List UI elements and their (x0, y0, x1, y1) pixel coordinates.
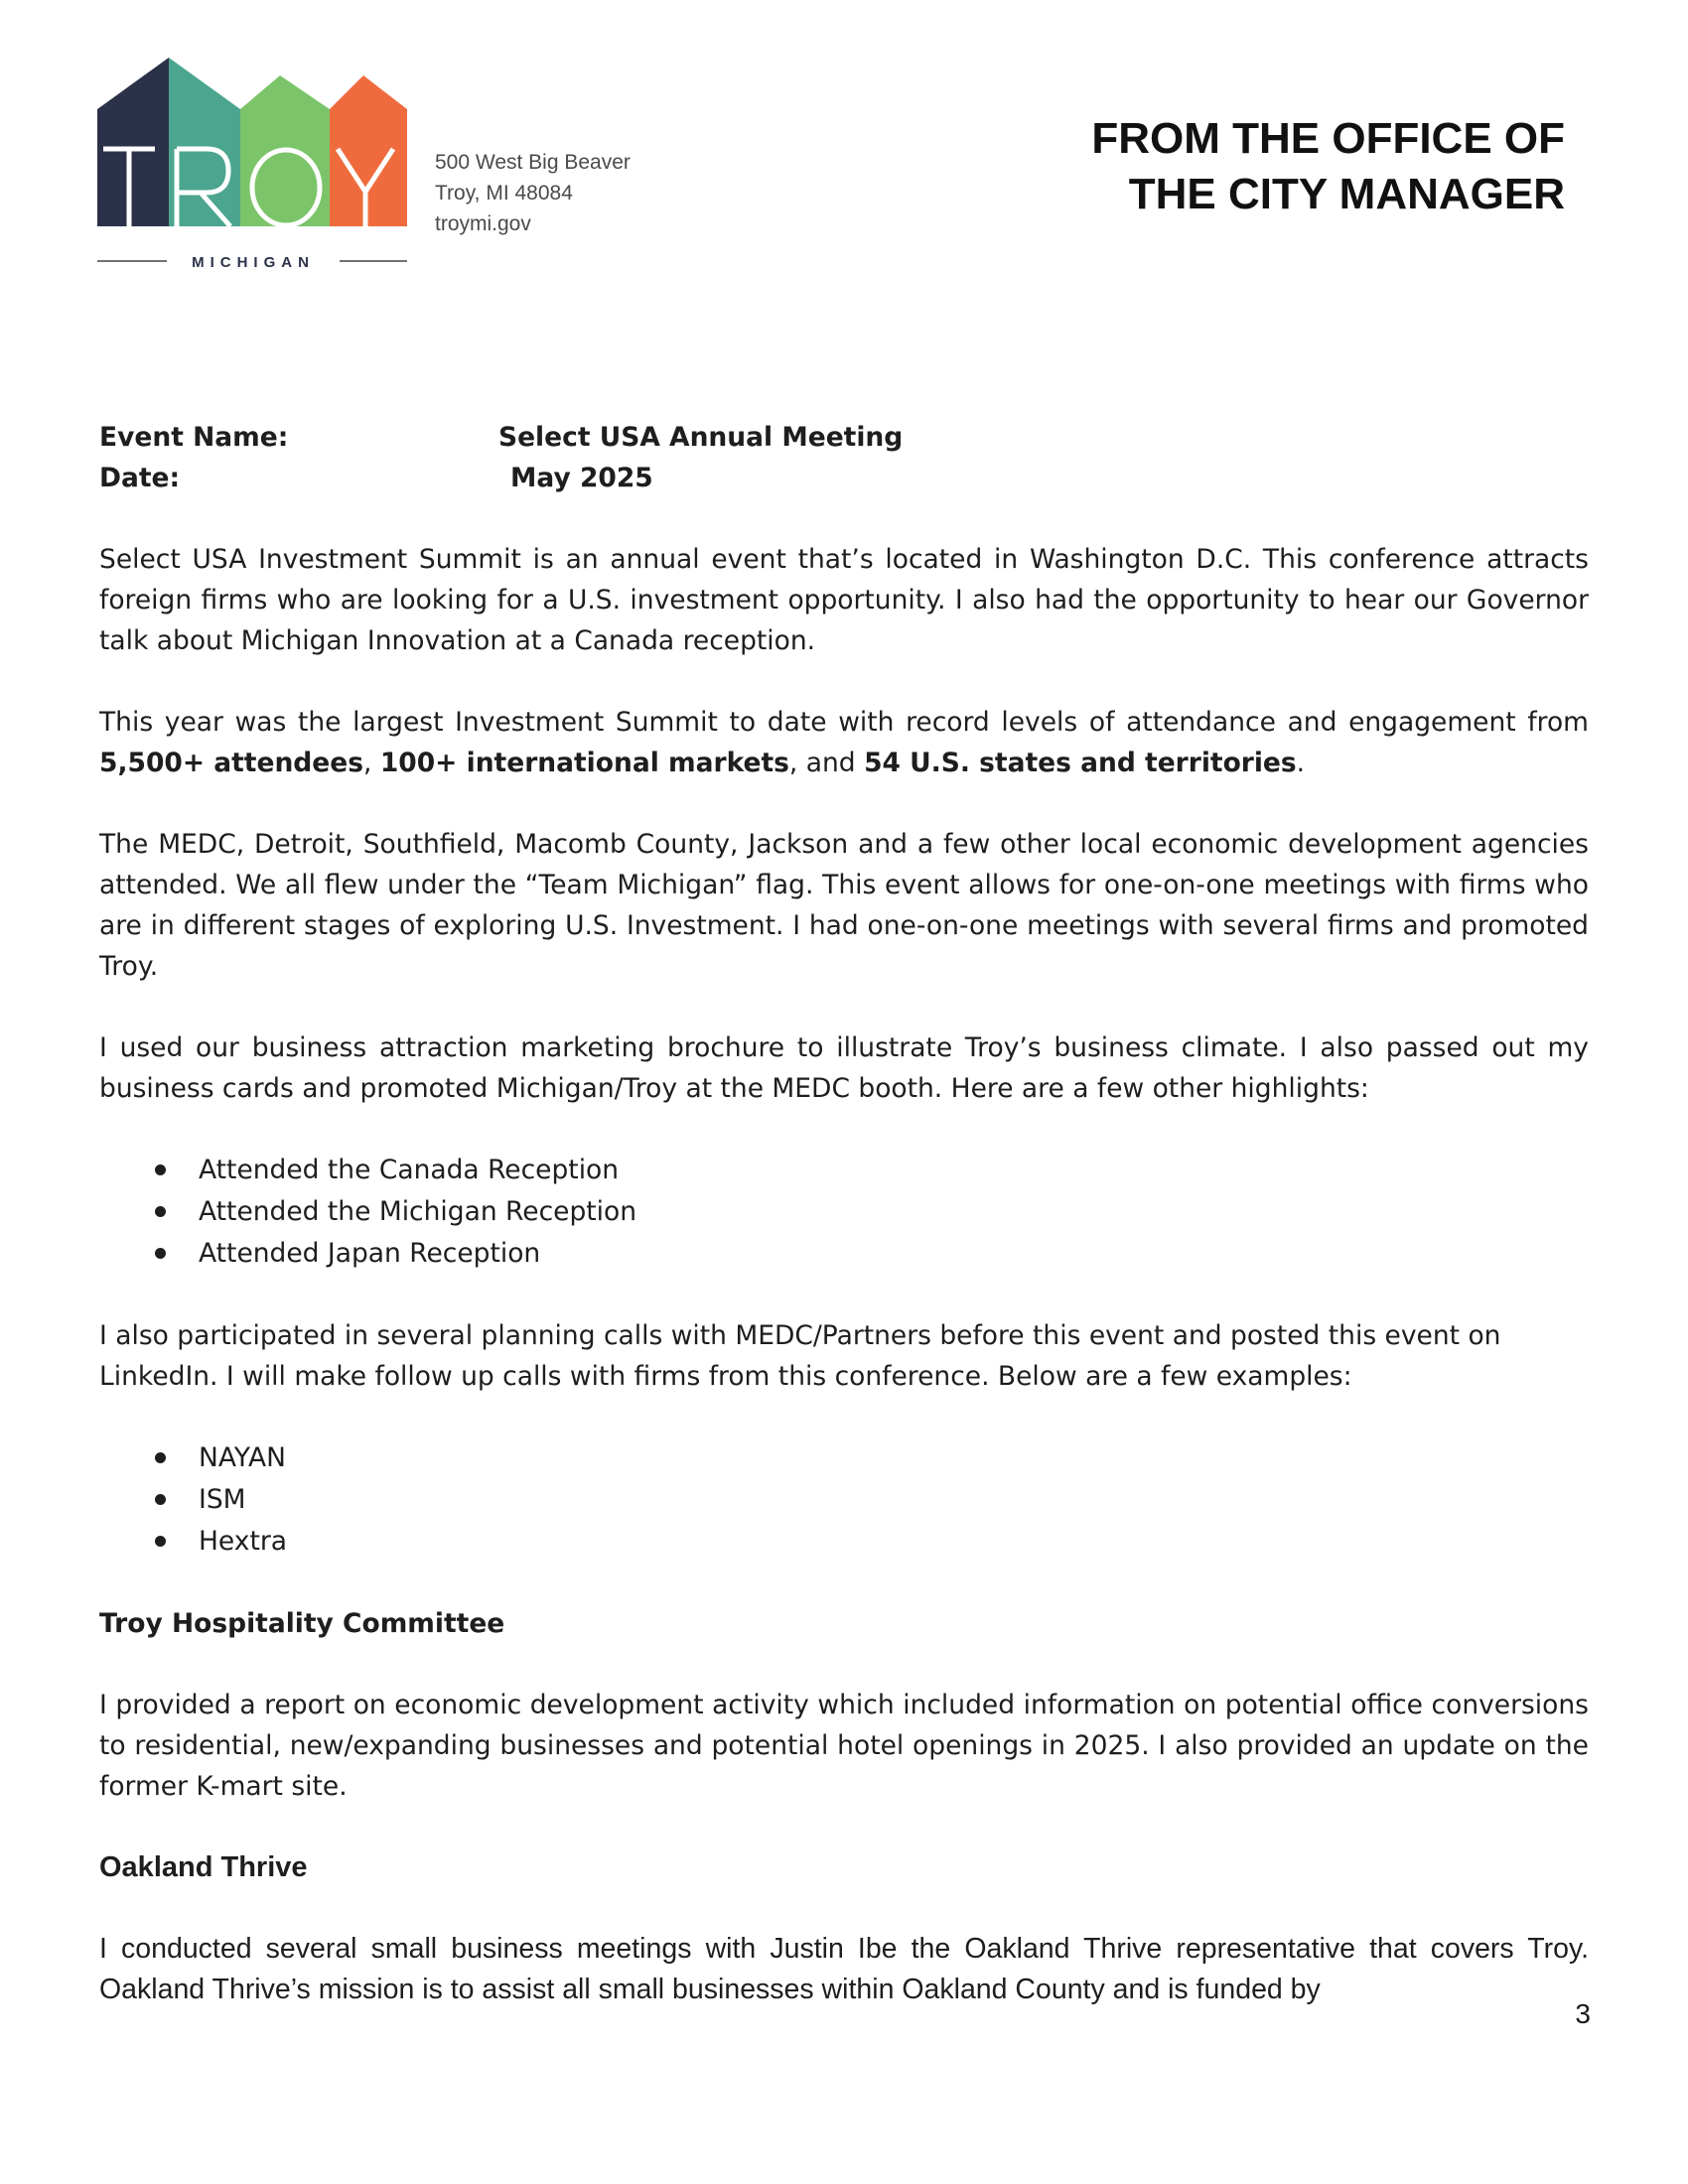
event-date-value: May 2025 (510, 463, 653, 493)
hospitality-heading: Troy Hospitality Committee (99, 1608, 505, 1639)
address-line-website[interactable]: troymi.gov (435, 212, 531, 235)
oakland-thrive-heading: Oakland Thrive (99, 1851, 308, 1883)
event-date-row (99, 458, 1589, 498)
highlights-list (99, 1150, 1589, 1275)
list-item: Attended Japan Reception (99, 1233, 1589, 1275)
logo-subtext: MICHIGAN (192, 254, 315, 271)
event-name-label: Event Name: (99, 422, 289, 453)
list-item: Hextra (99, 1521, 1589, 1563)
summit-stats-paragraph: This year was the largest Investment Summit to date with record levels of attendance and engagement from 5,500+ attendees, 100+ international markets, and 54 U.S. states and territories. (99, 707, 1589, 778)
address-line-street: 500 West Big Beaver (435, 151, 631, 174)
stat-attendees: 5,500+ attendees (99, 748, 363, 778)
logo-house-navy (97, 58, 169, 226)
city-address (435, 147, 631, 239)
office-heading (1091, 111, 1565, 222)
event-name-value: Select USA Annual Meeting (498, 422, 904, 453)
stat-states: 54 U.S. states and territories (864, 748, 1297, 778)
office-heading-line-2: THE CITY MANAGER (1128, 170, 1565, 218)
event-name-row (99, 417, 1589, 458)
examples-list (99, 1437, 1589, 1563)
team-michigan-paragraph: The MEDC, Detroit, Southfield, Macomb County, Jackson and a few other local economic development agencies attended. We all flew under the “Team Michigan” flag. This event allows for one-on-one meetings with firms who are in different stages of exploring U.S. Investment. I had one-on-one meetings with several firms and promoted Troy. (99, 829, 1589, 982)
list-item: Attended the Canada Reception (99, 1150, 1589, 1191)
event-date-label: Date: (99, 463, 181, 493)
list-item: Attended the Michigan Reception (99, 1191, 1589, 1233)
brochure-paragraph: I used our business attraction marketing brochure to illustrate Troy’s business climate. I also passed out my business cards and promoted Michigan/Troy at the MEDC booth. Here are a few other highlights: (99, 1032, 1589, 1104)
hospitality-paragraph: I provided a report on economic development activity which included information on potential office conversions to residential, new/expanding businesses and potential hotel openings in 2025. I also provided an update on the former K-mart site. (99, 1690, 1589, 1802)
office-heading-line-1: FROM THE OFFICE OF (1091, 114, 1565, 163)
oakland-thrive-paragraph: I conducted several small business meetings with Justin Ibe the Oakland Thrive representative that covers Troy. Oakland Thrive’s mission is to assist all small businesses within Oakland County and is funded by (99, 1933, 1589, 2005)
logo-house-teal (169, 58, 240, 226)
page-number: 3 (1575, 1998, 1591, 2029)
stat-markets: 100+ international markets (379, 748, 789, 778)
document-body (99, 417, 1589, 2010)
summit-intro-paragraph: Select USA Investment Summit is an annual event that’s located in Washington D.C. This conference attracts foreign firms who are looking for a U.S. investment opportunity. I also had the opportunity to hear our Governor talk about Michigan Innovation at a Canada reception. (99, 544, 1589, 656)
list-item: ISM (99, 1479, 1589, 1521)
planning-calls-paragraph: I also participated in several planning calls with MEDC/Partners before this event and posted this event on LinkedIn. I will make follow up calls with firms from this conference. Below are a few examples: (99, 1320, 1501, 1392)
address-line-city: Troy, MI 48084 (435, 182, 573, 205)
troy-logo (97, 58, 407, 271)
list-item: NAYAN (99, 1437, 1589, 1479)
